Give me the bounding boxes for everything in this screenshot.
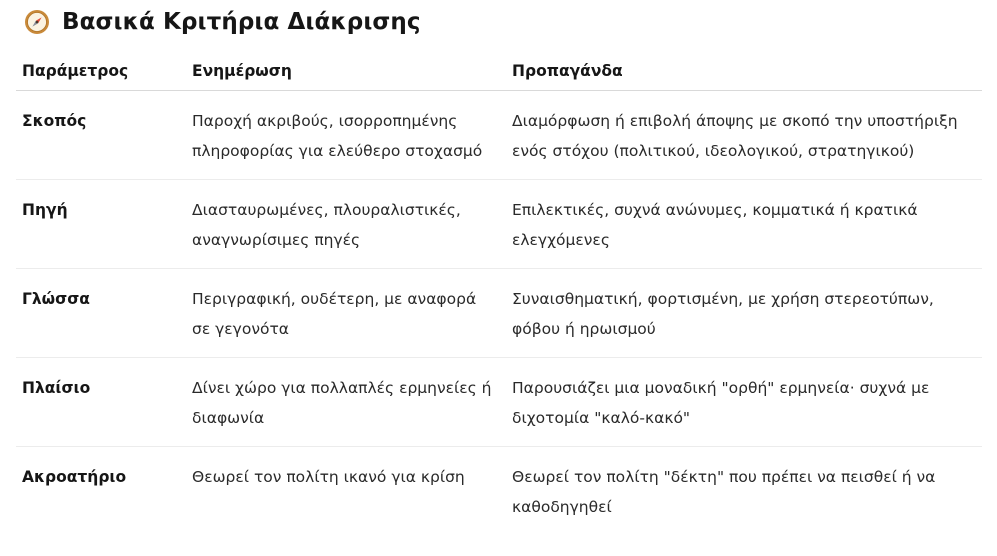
table-row bbox=[16, 358, 982, 447]
table-row bbox=[16, 447, 982, 536]
row-information-cell: Διασταυρωμένες, πλουραλιστικές, αναγνωρίσιμες πηγές bbox=[186, 180, 506, 269]
row-propaganda-cell: Συναισθηματική, φορτισμένη, με χρήση στερεοτύπων, φόβου ή ηρωισμού bbox=[506, 269, 982, 358]
column-header-parameter: Παράμετρος bbox=[16, 52, 186, 91]
row-information-cell: Θεωρεί τον πολίτη ικανό για κρίση bbox=[192, 468, 465, 486]
table-row bbox=[16, 91, 982, 180]
row-information-cell: Παροχή ακριβούς, ισορροπημένης πληροφορίας για ελεύθερο στοχασμό bbox=[186, 91, 506, 180]
row-propaganda-cell: Παρουσιάζει μια μοναδική "ορθή" ερμηνεία· συχνά με διχοτομία "καλό-κακό" bbox=[506, 358, 982, 447]
table-row bbox=[16, 180, 982, 269]
row-propaganda-cell: Θεωρεί τον πολίτη "δέκτη" που πρέπει να πεισθεί ή να καθοδηγηθεί bbox=[512, 468, 936, 516]
row-parameter: Πλαίσιο bbox=[16, 358, 186, 447]
row-information-cell: Δίνει χώρο για πολλαπλές ερμηνείες ή διαφωνία bbox=[186, 358, 506, 447]
row-information-cell: Περιγραφική, ουδέτερη, με αναφορά σε γεγονότα bbox=[186, 269, 506, 358]
compass-icon bbox=[24, 9, 50, 35]
column-header-information: Ενημέρωση bbox=[186, 52, 506, 91]
row-propaganda-cell: Διαμόρφωση ή επιβολή άποψης με σκοπό την υποστήριξη ενός στόχου (πολιτικού, ιδεολογικού, στρατηγικού) bbox=[506, 91, 982, 180]
table-header-row bbox=[16, 52, 982, 91]
row-propaganda-cell: Επιλεκτικές, συχνά ανώνυμες, κομματικά ή κρατικά ελεγχόμενες bbox=[506, 180, 982, 269]
page-title: Βασικά Κριτήρια Διάκρισης bbox=[62, 9, 421, 35]
table-row bbox=[16, 269, 982, 358]
row-parameter: Σκοπός bbox=[16, 91, 186, 180]
criteria-table bbox=[16, 52, 982, 535]
row-parameter: Πηγή bbox=[16, 180, 186, 269]
section-heading bbox=[24, 6, 421, 38]
row-parameter: Γλώσσα bbox=[16, 269, 186, 358]
row-parameter: Ακροατήριο bbox=[22, 468, 127, 486]
column-header-propaganda: Προπαγάνδα bbox=[506, 52, 982, 91]
